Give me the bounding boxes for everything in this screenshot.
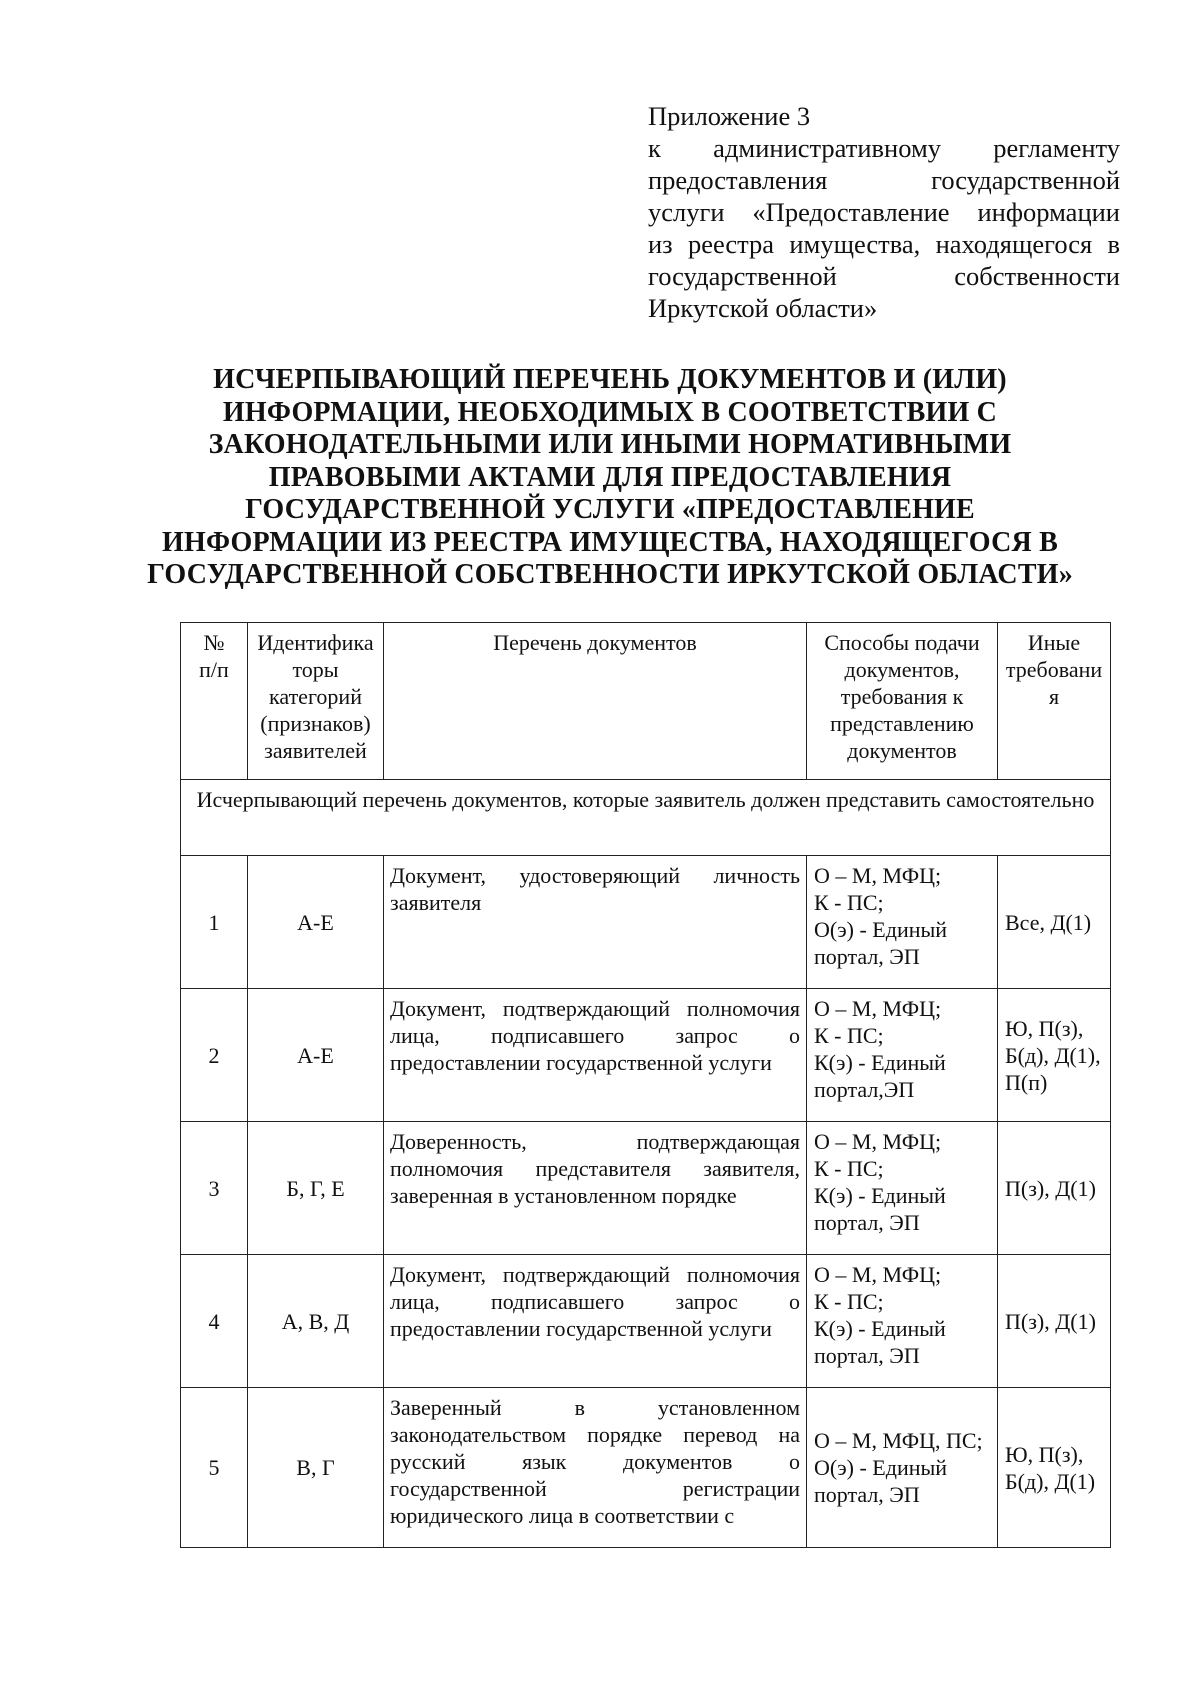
row-applicant-category: А-Е (248, 989, 384, 1122)
section-row (181, 780, 1111, 856)
row-document: Документ, подтверждающий полномочия лица, подписавшего запрос о предоставлении государственной услуги (384, 1255, 807, 1388)
header-other-requirements: Иные требовани я (998, 623, 1111, 780)
header-document-list: Перечень документов (384, 623, 807, 780)
row-document: Документ, удостоверяющий личность заявителя (384, 856, 807, 989)
heading-line: ЗАКОНОДАТЕЛЬНЫМИ ИЛИ ИНЫМИ НОРМАТИВНЫМИ (208, 429, 1012, 460)
heading-line: ИСЧЕРПЫВАЮЩИЙ ПЕРЕЧЕНЬ ДОКУМЕНТОВ И (ИЛИ) (213, 364, 1007, 395)
row-submission-methods: О – М, МФЦ; К - ПС; О(э) - Единый портал, ЭП (807, 856, 998, 989)
row-submission-methods: О – М, МФЦ; К - ПС; К(э) - Единый портал, ЭП (807, 1255, 998, 1388)
appendix-line: предоставления государственной (648, 165, 1120, 195)
row-other-requirements: П(з), Д(1) (998, 1122, 1111, 1255)
row-document: Документ, подтверждающий полномочия лица, подписавшего запрос о предоставлении государственной услуги (384, 989, 807, 1122)
appendix-block (648, 100, 1120, 324)
table-row (181, 989, 1111, 1122)
row-submission-methods: О – М, МФЦ; К - ПС; К(э) - Единый портал, ЭП (807, 1122, 998, 1255)
table-row (181, 1255, 1111, 1388)
appendix-line: к административному регламенту (648, 133, 1120, 163)
table-row (181, 856, 1111, 989)
table-row (181, 1122, 1111, 1255)
row-other-requirements: Ю, П(з), Б(д), Д(1), П(п) (998, 989, 1111, 1122)
row-number: 3 (181, 1122, 248, 1255)
row-number: 4 (181, 1255, 248, 1388)
heading-line: ИНФОРМАЦИИ, НЕОБХОДИМЫХ В СООТВЕТСТВИИ С (222, 396, 998, 428)
header-applicant-categories: Идентифика торы категорий (признаков) заявителей (248, 623, 384, 780)
header-number: № п/п (181, 623, 248, 780)
row-submission-methods: О – М, МФЦ, ПС; О(э) - Единый портал, ЭП (807, 1388, 998, 1548)
row-number: 5 (181, 1388, 248, 1548)
table-row (181, 1388, 1111, 1548)
heading-line: ПРАВОВЫМИ АКТАМИ ДЛЯ ПРЕДОСТАВЛЕНИЯ (268, 461, 952, 493)
row-applicant-category: А, В, Д (248, 1255, 384, 1388)
row-submission-methods: О – М, МФЦ; К - ПС; К(э) - Единый портал,ЭП (807, 989, 998, 1122)
document-heading (130, 364, 1090, 592)
appendix-line: из реестра имущества, находящегося в (648, 229, 1120, 259)
row-applicant-category: А-Е (248, 856, 384, 989)
row-other-requirements: Все, Д(1) (998, 856, 1111, 989)
row-other-requirements: П(з), Д(1) (998, 1255, 1111, 1388)
row-number: 1 (181, 856, 248, 989)
appendix-line: государственной собственности (648, 261, 1120, 291)
appendix-line: услуги «Предоставление информации (648, 197, 1120, 227)
row-applicant-category: Б, Г, Е (248, 1122, 384, 1255)
row-document: Заверенный в установленном законодательством порядке перевод на русский язык документов о государственной регистрации юридического лица в соответствии с (384, 1388, 807, 1548)
heading-line: ГОСУДАРСТВЕННОЙ СОБСТВЕННОСТИ ИРКУТСКОЙ ОБЛАСТИ» (147, 559, 1073, 590)
row-document: Доверенность, подтверждающая полномочия представителя заявителя, заверенная в установленном порядке (384, 1122, 807, 1255)
row-applicant-category: В, Г (248, 1388, 384, 1548)
documents-table (180, 622, 1111, 1548)
header-submission-methods: Способы подачи документов, требования к представлению документов (807, 623, 998, 780)
row-number: 2 (181, 989, 248, 1122)
appendix-title: Приложение 3 (648, 101, 811, 131)
heading-line: ИНФОРМАЦИИ ИЗ РЕЕСТРА ИМУЩЕСТВА, НАХОДЯЩЕГОСЯ В (162, 526, 1058, 558)
heading-line: ГОСУДАРСТВЕННОЙ УСЛУГИ «ПРЕДОСТАВЛЕНИЕ (245, 494, 975, 525)
appendix-line: Иркутской области» (648, 293, 878, 323)
section-title: Исчерпывающий перечень документов, которые заявитель должен представить самостоятельно (181, 780, 1111, 856)
table-header-row (181, 623, 1111, 780)
row-other-requirements: Ю, П(з), Б(д), Д(1) (998, 1388, 1111, 1548)
